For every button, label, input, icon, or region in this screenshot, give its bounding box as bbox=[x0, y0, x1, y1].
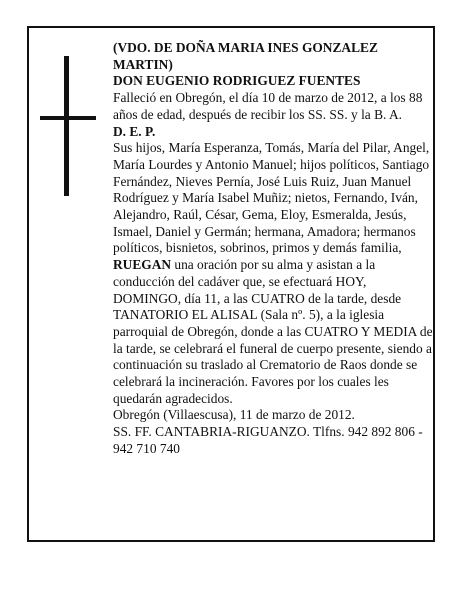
cross-vertical-bar bbox=[64, 56, 69, 196]
cross-horizontal-bar bbox=[40, 116, 96, 120]
notice-text bbox=[113, 40, 433, 458]
ruegan-word: RUEGAN bbox=[113, 257, 172, 273]
family-list: Sus hijos, María Esperanza, Tomás, María del Pilar, Angel, María Lourdes y Antonio Manuel; hijos políticos, Santiago Fernández, Nieves Pernía, José Luis Ruiz, Juan Manuel Rodríguez y María Isabel Muñiz; nietos, Fernando, Iván, Alejandro, Raúl, César, Gema, Eloy, Esmeralda, Jesús, Ismael, Daniel y Germán; hermana, Amadora; hermanos políticos, bisnietos, sobrinos, primos y demás familia, bbox=[113, 140, 430, 256]
obituary-notice bbox=[27, 26, 435, 542]
dep-label: D. E. P. bbox=[113, 123, 156, 139]
death-info: Falleció en Obregón, el día 10 de marzo de 2012, a los 88 años de edad, después de recibir los SS. SS. y la B. A. bbox=[113, 90, 423, 122]
place-date: Obregón (Villaescusa), 11 de marzo de 2012. bbox=[113, 407, 355, 423]
funeral-home: SS. FF. CANTABRIA-RIGUANZO. Tlfns. 942 892 806 - 942 710 740 bbox=[113, 424, 423, 456]
deceased-name: DON EUGENIO RODRIGUEZ FUENTES bbox=[113, 73, 361, 89]
widow-title: (VDO. DE DOÑA MARIA INES GONZALEZ MARTIN) bbox=[113, 40, 378, 72]
ruegan-text: una oración por su alma y asistan a la conducción del cadáver que, se efectuará HOY, DOMINGO, día 11, a las CUATRO de la tarde, desde TANATORIO EL ALISAL (Sala nº. 5), a la iglesia parroquial de Obregón, donde a las CUATRO Y MEDIA de la tarde, se celebrará el funeral de cuerpo presente, siendo a continuación su traslado al Crematorio de Raos donde se celebrará la incineración. Favores por los cuales les quedarán agradecidos. bbox=[113, 257, 433, 406]
ruegan-paragraph bbox=[113, 257, 433, 407]
cross-icon bbox=[40, 56, 96, 196]
